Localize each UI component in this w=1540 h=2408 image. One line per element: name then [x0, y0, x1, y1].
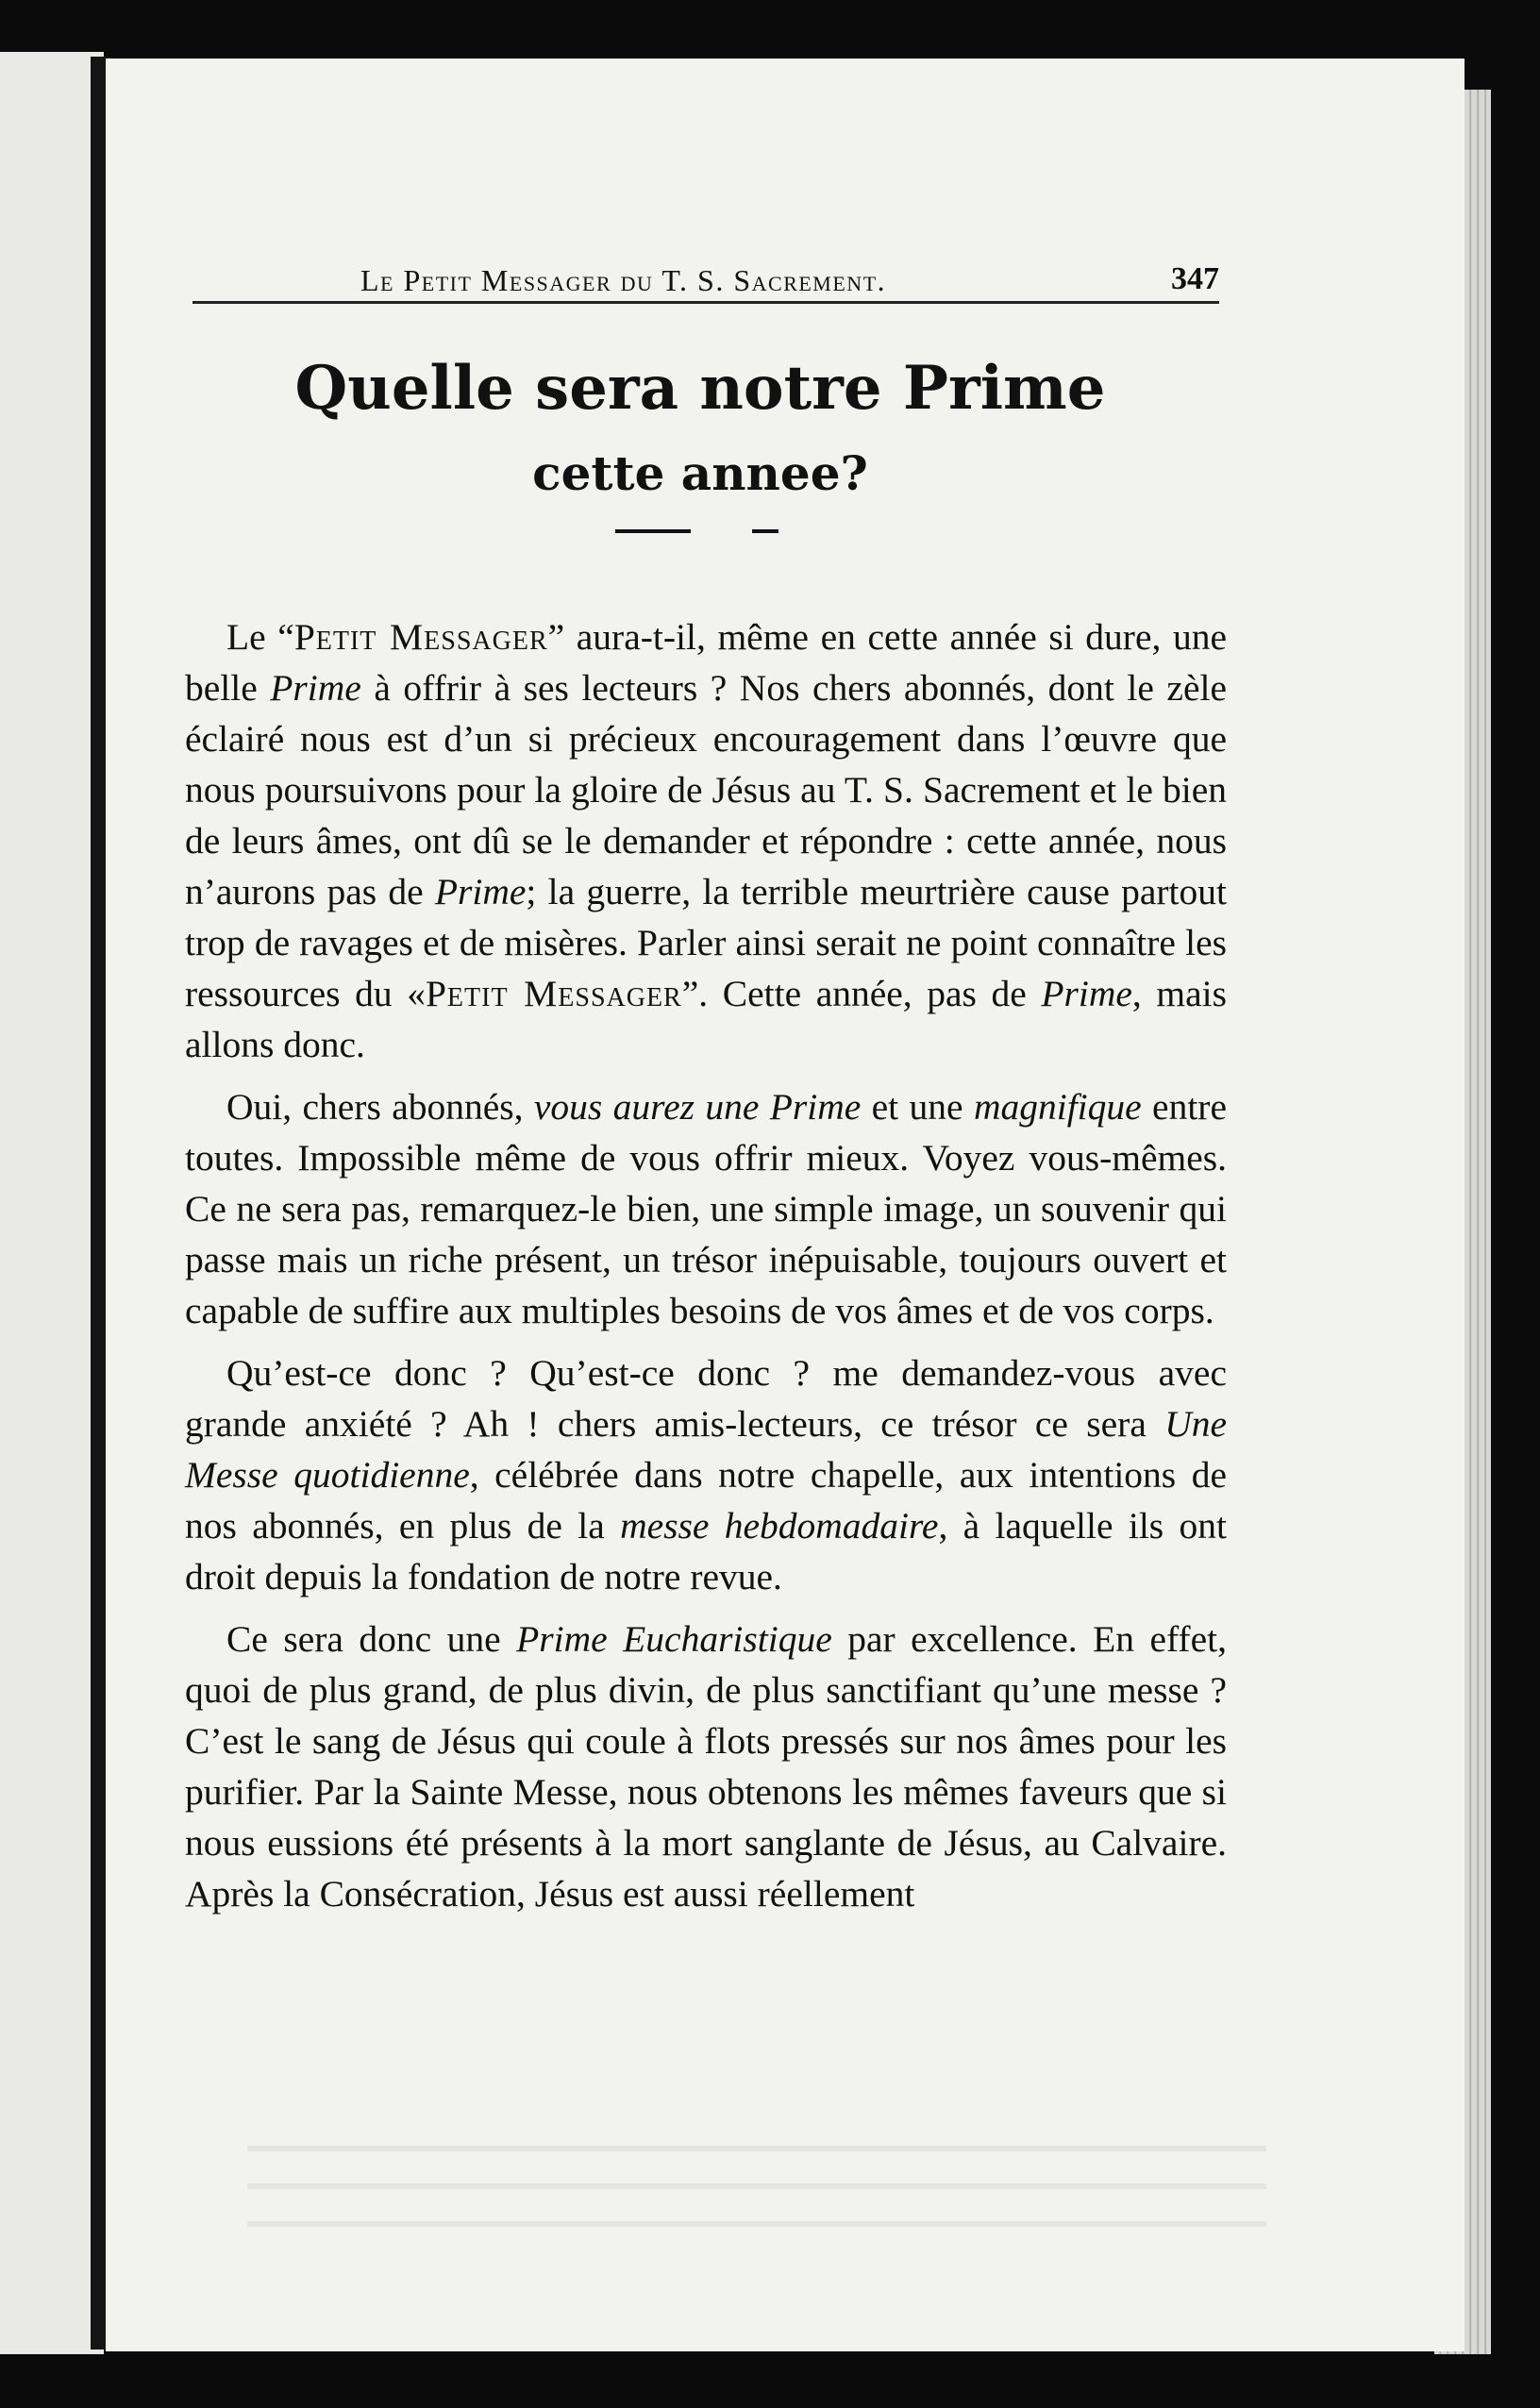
- paragraph-text: entre toutes. Impossible même de vous offrir mieux. Voyez vous-mêmes. Ce ne sera pas, remarquez-le bien, une simple image, un souvenir qui passe mais un riche présent, un trésor inépuisable, toujours ouvert et capable de suffire aux multiples besoins de vos âmes et de vos corps.: [185, 1086, 1227, 1331]
- article-title: Quelle sera notre Prime: [294, 353, 1106, 424]
- previous-page-edge: [0, 52, 104, 2354]
- article-paragraph: [185, 1081, 1227, 1336]
- article-paragraph: [185, 1347, 1227, 1602]
- running-head: [192, 258, 1219, 304]
- emphasis-text: Prime: [434, 871, 527, 912]
- paragraph-text: ” aura-t-il, même en cette année si dure, une belle: [185, 616, 1227, 709]
- small-caps-text: Petit Messager: [425, 973, 682, 1014]
- book-page: [106, 59, 1465, 2351]
- emphasis-text: vous aurez une Prime: [533, 1086, 862, 1128]
- paragraph-text: et une: [861, 1086, 974, 1128]
- paragraph-text: Oui, chers abonnés,: [226, 1086, 534, 1128]
- paragraph-text: à offrir à ses lecteurs ? Nos chers abonnés, dont le zèle éclairé nous est d’un si précieux encouragement dans l’œuvre que nous poursuivons pour la gloire de Jésus au T. S. Sacrement et le bien de leurs âmes, ont dû se le demander et répondre : cette année, nous n’aurons pas de: [185, 667, 1228, 912]
- paragraph-text: Ce sera donc une: [226, 1618, 517, 1660]
- emphasis-text: Prime: [1041, 973, 1132, 1014]
- paragraph-text: , à laquelle ils ont droit depuis la fondation de notre revue.: [185, 1505, 1227, 1597]
- show-through-text: [247, 2146, 1266, 2231]
- article-paragraph: [185, 611, 1227, 1070]
- article-body: [185, 611, 1227, 1931]
- paragraph-text: Le “: [226, 616, 294, 658]
- paragraph-text: , célébrée dans notre chapelle, aux intentions de nos abonnés, en plus de la: [185, 1454, 1227, 1547]
- emphasis-text: messe hebdomadaire: [620, 1505, 939, 1547]
- page-number: 347: [1171, 261, 1219, 296]
- emphasis-text: magnifique: [973, 1086, 1142, 1128]
- paragraph-text: ; la guerre, la terrible meurtrière cause partout trop de ravages et de misères. Parler ainsi serait ne point connaître les ressources du «: [185, 871, 1227, 1014]
- emphasis-text: Prime Eucharistique: [516, 1618, 832, 1660]
- title-rule: [615, 529, 691, 533]
- article-subtitle: cette annee?: [532, 445, 868, 501]
- paragraph-text: ”. Cette année, pas de: [681, 973, 1042, 1014]
- emphasis-text: Prime: [270, 667, 361, 709]
- article-paragraph: [185, 1614, 1227, 1919]
- paragraph-text: Qu’est-ce donc ? Qu’est-ce donc ? me demandez-vous avec grande anxiété ? Ah ! chers amis-lecteurs, ce trésor ce sera: [185, 1352, 1227, 1445]
- paragraph-text: , mais allons donc.: [185, 973, 1227, 1065]
- small-caps-text: Petit Messager: [293, 616, 548, 658]
- title-rule-short: [752, 529, 778, 533]
- paragraph-text: par excellence. En effet, quoi de plus grand, de plus divin, de plus sanctifiant qu’une messe ? C’est le sang de Jésus qui coule à flots pressés sur nos âmes pour les purifier. Par la Sainte Messe, nous obtenons les mêmes faveurs que si nous eussions été présents à la mort sanglante de Jésus, au Calvaire. Après la Consécration, Jésus est aussi réellement: [185, 1618, 1227, 1915]
- emphasis-text: Une Messe quotidienne: [185, 1403, 1227, 1496]
- running-head-title: Le Petit Messager du T. S. Sacrement.: [360, 263, 887, 297]
